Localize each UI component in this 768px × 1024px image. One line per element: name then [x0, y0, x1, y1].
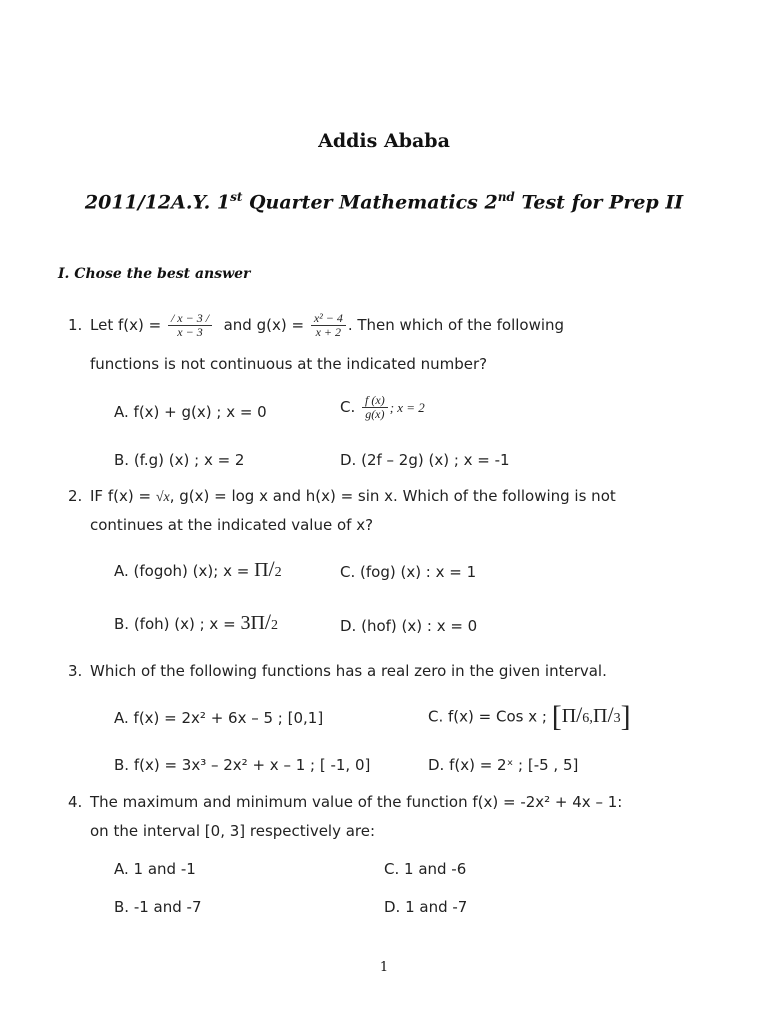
fraction-f-over-g [362, 394, 388, 421]
interval-end: Π/3 [593, 701, 621, 727]
option-c-label: C. [340, 398, 356, 416]
question-3-option-c: C. f(x) = Cos x ; [Π/6,Π/3] [428, 700, 631, 733]
question-1-text-c: . Then which of the following [347, 316, 565, 334]
subtitle-sup-2: nd [497, 190, 515, 204]
question-2-option-c: C. (fog) (x) : x = 1 [340, 563, 477, 581]
question-4-option-d: D. 1 and -7 [384, 898, 468, 916]
option-b-text: B. (foh) (x) ; x = [114, 615, 236, 633]
sqrt-expression: √x [155, 490, 170, 505]
fraction-fg-numerator: f (x) [362, 394, 388, 408]
option-c-tail: ; x = 2 [389, 400, 425, 415]
three-pi-denominator: 2 [271, 618, 279, 633]
question-2 [68, 487, 616, 506]
question-1-text-a: Let f(x) = [90, 316, 162, 334]
subtitle-sup-1: st [230, 190, 243, 204]
section-heading: I. Chose the best answer [58, 266, 251, 282]
right-bracket: ] [620, 700, 631, 733]
question-1-option-d: D. (2f – 2g) (x) ; x = -1 [340, 451, 510, 469]
three-pi-numerator: 3Π [240, 612, 265, 634]
question-1 [68, 312, 564, 339]
fraction-f-denominator: x − 3 [177, 325, 203, 339]
question-4-option-c: C. 1 and -6 [384, 860, 467, 878]
question-1-number: 1. [68, 316, 83, 334]
fraction-f-numerator: / x − 3 / [168, 312, 212, 326]
question-3-text: Which of the following functions has a real zero in the given interval. [90, 662, 607, 680]
question-1-option-c [340, 394, 425, 421]
interval-end-num: Π [593, 704, 608, 727]
fraction-g-numerator: x² − 4 [311, 312, 346, 326]
question-2-option-d: D. (hof) (x) : x = 0 [340, 617, 478, 635]
option-c-text: C. f(x) = Cos x ; [428, 707, 547, 726]
question-4-option-a: A. 1 and -1 [114, 860, 196, 878]
interval-end-den: 3 [613, 710, 621, 726]
subtitle-mid: Quarter Mathematics 2 [242, 191, 498, 214]
question-1-line-2: functions is not continuous at the indicated number? [90, 355, 488, 373]
fraction-g [311, 312, 346, 339]
question-2-line-2: continues at the indicated value of x? [90, 516, 374, 534]
question-3-option-d: D. f(x) = 2ˣ ; [-5 , 5] [428, 756, 579, 774]
fraction-f [168, 312, 212, 339]
interval-start: Π/6 [561, 701, 590, 727]
option-a-text: A. (fogoh) (x); x = [114, 562, 250, 580]
pi-denominator: 2 [274, 565, 282, 580]
question-2-option-b [114, 609, 278, 635]
three-pi-over-2: 3Π/2 [240, 609, 279, 634]
question-1-option-a: A. f(x) + g(x) ; x = 0 [114, 403, 267, 421]
question-2-text-b: , g(x) = log x and h(x) = sin x. Which of the following is not [169, 487, 616, 505]
question-4-text: The maximum and minimum value of the function f(x) = -2x² + 4x – 1: [90, 793, 623, 811]
question-3-number: 3. [68, 662, 83, 680]
question-3-option-a: A. f(x) = 2x² + 6x – 5 ; [0,1] [114, 709, 324, 727]
question-2-text-a: IF f(x) = [90, 487, 152, 505]
page-number: 1 [379, 960, 389, 975]
question-3-option-b: B. f(x) = 3x³ – 2x² + x – 1 ; [ -1, 0] [114, 756, 371, 774]
question-4-number: 4. [68, 793, 83, 811]
question-4-line-2: on the interval [0, 3] respectively are: [90, 822, 376, 840]
pi-over-2: Π/2 [254, 556, 282, 581]
fraction-fg-denominator: g(x) [365, 407, 385, 421]
question-1-text-b: and g(x) = [223, 316, 305, 334]
subtitle-end: Test for Prep II [514, 191, 684, 214]
question-4-option-b: B. -1 and -7 [114, 898, 202, 916]
page-title: Addis Ababa [318, 130, 450, 152]
question-2-number: 2. [68, 487, 83, 505]
question-3 [68, 662, 607, 680]
pi-numerator: Π [254, 559, 269, 581]
left-bracket: [ [551, 700, 562, 733]
test-subtitle [0, 190, 768, 213]
question-4 [68, 793, 622, 811]
subtitle-main: 2011/12A.Y. 1 [84, 191, 231, 214]
question-2-option-a [114, 556, 282, 582]
fraction-g-denominator: x + 2 [315, 325, 342, 339]
interval-start-den: 6 [582, 710, 590, 726]
question-1-option-b: B. (f.g) (x) ; x = 2 [114, 451, 245, 469]
interval-start-num: Π [561, 704, 577, 727]
